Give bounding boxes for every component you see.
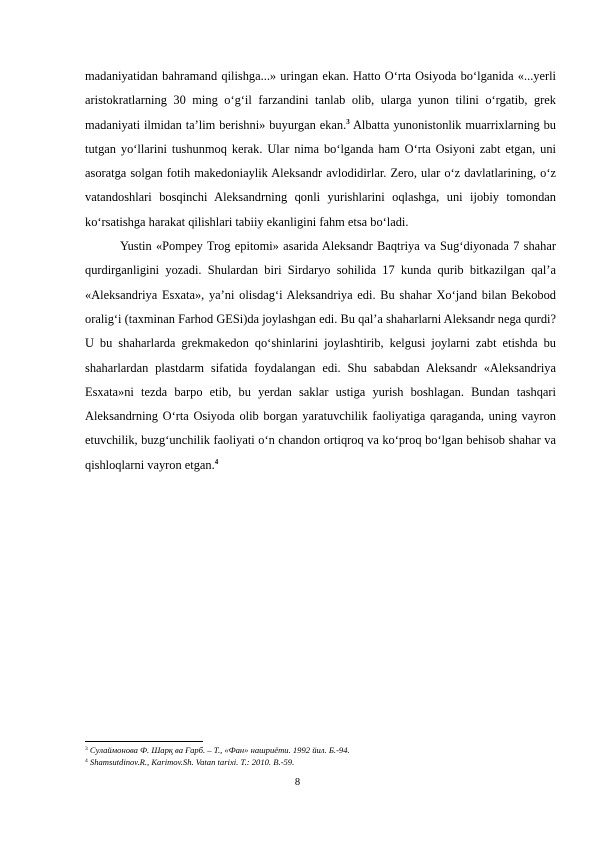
page-body xyxy=(85,64,556,477)
footnote-text: Сулаймонова Ф. Шарқ ва Ғарб. – Т., «Фан» нашриёти. 1992 йил. Б.-94. xyxy=(89,745,350,755)
footnote-marker: 3 xyxy=(85,746,88,752)
paragraph-2-text: Albatta yunonistonlik muarrixlarning bu tutgan yo‘llarini tushunmoq kerak. Ular nima bo‘lganda ham O‘rta Osiyoni zabt etgan, uni asoratga solgan fotih makedoniaylik Aleksandr avlodidirlar. Zero, ular o‘z davlatlarining, o‘z vatandoshlari bosqinchi Aleksandrning qonli yurishlarini oqlashga, uni ijobiy tomondan ko‘rsatishga harakat qilishlari tabiiy ekanligini fahm etsa bo‘ladi. xyxy=(85,117,556,229)
footnote-ref-3[interactable]: 3 xyxy=(346,117,350,126)
body-paragraph-3 xyxy=(85,234,556,477)
footnotes xyxy=(85,744,556,768)
footnote-text: Shamsutdinov.R., Karimov.Sh. Vatan tarixi. T.: 2010. B.-59. xyxy=(89,757,295,767)
paragraph-1-text: madaniyatidan bahramand qilishga...» uringan ekan. Hatto O‘rta Osiyoda bo‘lganida «...yerli aristokratlarning 30 ming o‘g‘il farzandini tanlab olib, ularga yunon tilini o‘rgatib, grek madaniyati ilmidan ta’lim berishni» buyurgan ekan. xyxy=(85,69,556,132)
footnote-marker: 4 xyxy=(85,758,88,764)
footnote-item xyxy=(85,756,556,768)
page-number: 8 xyxy=(294,777,301,788)
footnote-item xyxy=(85,744,556,756)
footnote-ref-4[interactable]: 4 xyxy=(214,457,219,466)
body-paragraph-1 xyxy=(85,64,556,234)
paragraph-3-text: Yustin «Pompey Trog epitomi» asarida Aleksandr Baqtriya va Sug‘diyonada 7 shahar qurdirganligini yozadi. Shulardan biri Sirdaryo sohilida 17 kunda qurib bitkazilgan qal’a «Aleksandriya Esxata», ya’ni olisdag‘i Aleksandriya edi. Bu shahar Xo‘jand bilan Bekobod oralig‘i (taxminan Farhod GESi)da joylashgan edi. Bu qal’a shaharlarni Aleksandr nega qurdi? U bu shaharlarda grekmakedon qo‘shinlarini joylashtirib, kelgusi joylarni zabt etishda bu shaharlardan plastdarm sifatida foydalangan edi. Shu sababdan Aleksandr «Aleksandriya Esxata»ni tezda barpo etib, bu yerdan saklar ustiga yurish boshlagan. Bundan tashqari Aleksandrning O‘rta Osiyoda olib borgan yaratuvchilik faoliyatiga qaraganda, uning vayron etuvchilik, buzg‘unchilik faoliyati o‘n chandon ortiqroq va ko‘proq bo‘lgan behisob shahar va qishloqlarni vayron etgan. xyxy=(85,239,556,472)
footnote-separator xyxy=(85,741,203,742)
